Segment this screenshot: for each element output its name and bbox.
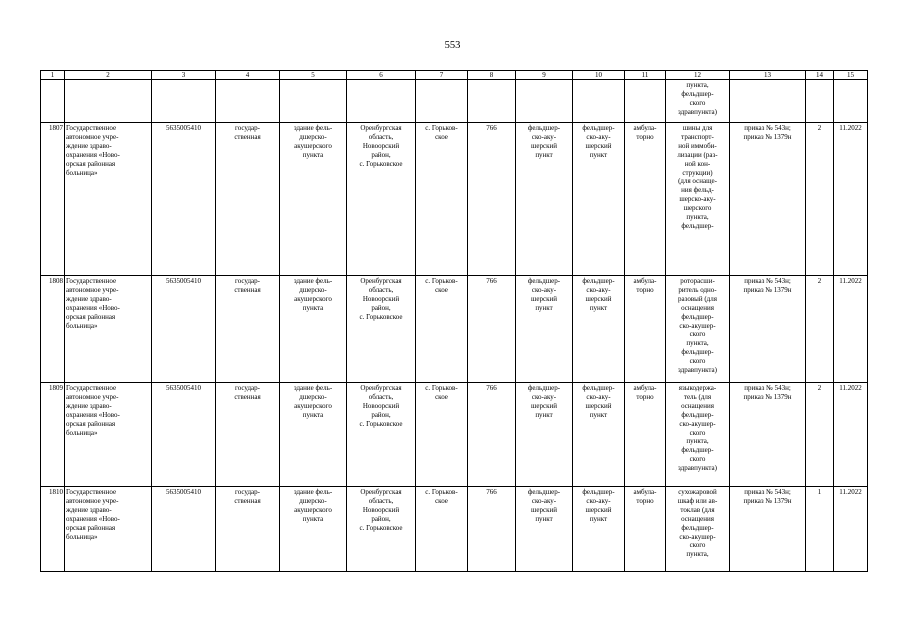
- column-number: 2: [65, 71, 152, 80]
- table-row: [41, 487, 868, 572]
- ownership-cell: государ- ственная: [216, 276, 280, 383]
- column-number: 1: [41, 71, 65, 80]
- equipment-cell: языкодержа- тель (для оснащения фельдшер- ско-акушер- ского пункта, фельдшер- ского здравпункта): [666, 383, 730, 487]
- organization-cell: Государственное автономное учре- ждение здраво- охранения «Ново- орская районная больница»: [65, 383, 152, 487]
- column-number: 8: [468, 71, 516, 80]
- column-number: 9: [516, 71, 573, 80]
- department-cell: фельдшер- ско-аку- шерский пункт: [573, 487, 625, 572]
- settlement-cell: с. Горьков- ское: [416, 123, 468, 276]
- organization-cell: Государственное автономное учре- ждение здраво- охранения «Ново- орская районная больница»: [65, 487, 152, 572]
- care-type-cell: амбула- торно: [625, 276, 666, 383]
- column-number: 3: [152, 71, 216, 80]
- ownership-cell: государ- ственная: [216, 123, 280, 276]
- inn-cell: 5635005410: [152, 123, 216, 276]
- order-cell: приказ № 543н; приказ № 1379н: [730, 383, 806, 487]
- inn-cell: 5635005410: [152, 487, 216, 572]
- column-number: 5: [280, 71, 347, 80]
- ownership-cell: государ- ственная: [216, 383, 280, 487]
- code-cell: 766: [468, 123, 516, 276]
- inn-cell: 5635005410: [152, 383, 216, 487]
- quantity-cell: 2: [806, 276, 834, 383]
- table-row: [41, 383, 868, 487]
- department-cell: фельдшер- ско-аку- шерский пункт: [573, 123, 625, 276]
- table-row: [41, 123, 868, 276]
- equipment-cell: роторасши- ритель одно- разовый (для оснащения фельдшер- ско-акушер- ского пункта, фельдшер- ского здравпункта): [666, 276, 730, 383]
- care-type-cell: амбула- торно: [625, 123, 666, 276]
- table-row: [41, 276, 868, 383]
- order-cell: приказ № 543н; приказ № 1379н: [730, 276, 806, 383]
- equipment-cell: шины для транспорт- ной иммоби- лизации (раз- ной кон- струкции) (для оснаще- ния фельд- шерско-аку- шерского пункта, фельдшер-: [666, 123, 730, 276]
- column-number: 13: [730, 71, 806, 80]
- column-number: 12: [666, 71, 730, 80]
- settlement-cell: с. Горьков- ское: [416, 383, 468, 487]
- unit-cell: фельдшер- ско-аку- шерский пункт: [516, 383, 573, 487]
- row-number: 1808: [41, 276, 65, 383]
- date-cell: 11.2022: [834, 276, 868, 383]
- unit-cell: фельдшер- ско-аку- шерский пункт: [516, 487, 573, 572]
- care-type-cell: амбула- торно: [625, 487, 666, 572]
- code-cell: 766: [468, 487, 516, 572]
- address-cell: Оренбургская область, Новоорский район, с. Горьковское: [347, 123, 416, 276]
- department-cell: фельдшер- ско-аку- шерский пункт: [573, 276, 625, 383]
- column-number: 10: [573, 71, 625, 80]
- unit-cell: фельдшер- ско-аку- шерский пункт: [516, 123, 573, 276]
- order-cell: приказ № 543н; приказ № 1379н: [730, 487, 806, 572]
- quantity-cell: 2: [806, 123, 834, 276]
- column-number: 4: [216, 71, 280, 80]
- quantity-cell: 1: [806, 487, 834, 572]
- equipment-cell: пункта, фельдшер- ского здравпункта): [666, 80, 730, 123]
- settlement-cell: с. Горьков- ское: [416, 276, 468, 383]
- organization-cell: Государственное автономное учре- ждение здраво- охранения «Ново- орская районная больница»: [65, 123, 152, 276]
- column-number: 15: [834, 71, 868, 80]
- page-number: 553: [444, 40, 461, 51]
- building-cell: здание фель- дшерско- акушерского пункта: [280, 123, 347, 276]
- department-cell: фельдшер- ско-аку- шерский пункт: [573, 383, 625, 487]
- date-cell: 11.2022: [834, 123, 868, 276]
- inn-cell: 5635005410: [152, 276, 216, 383]
- building-cell: здание фель- дшерско- акушерского пункта: [280, 487, 347, 572]
- equipment-cell: сухожаровой шкаф или ав- токлав (для оснащения фельдшер- ско-акушер- ского пункта,: [666, 487, 730, 572]
- registry-table: [40, 70, 868, 572]
- address-cell: Оренбургская область, Новоорский район, с. Горьковское: [347, 383, 416, 487]
- quantity-cell: 2: [806, 383, 834, 487]
- building-cell: здание фель- дшерско- акушерского пункта: [280, 383, 347, 487]
- column-number-row: [41, 71, 868, 80]
- row-number: 1807: [41, 123, 65, 276]
- care-type-cell: амбула- торно: [625, 383, 666, 487]
- settlement-cell: с. Горьков- ское: [416, 487, 468, 572]
- building-cell: здание фель- дшерско- акушерского пункта: [280, 276, 347, 383]
- column-number: 7: [416, 71, 468, 80]
- organization-cell: Государственное автономное учре- ждение здраво- охранения «Ново- орская районная больница»: [65, 276, 152, 383]
- row-number: 1809: [41, 383, 65, 487]
- date-cell: 11.2022: [834, 487, 868, 572]
- order-cell: приказ № 543н; приказ № 1379н: [730, 123, 806, 276]
- address-cell: Оренбургская область, Новоорский район, с. Горьковское: [347, 276, 416, 383]
- ownership-cell: государ- ственная: [216, 487, 280, 572]
- code-cell: 766: [468, 276, 516, 383]
- date-cell: 11.2022: [834, 383, 868, 487]
- row-number: 1810: [41, 487, 65, 572]
- unit-cell: фельдшер- ско-аку- шерский пункт: [516, 276, 573, 383]
- column-number: 6: [347, 71, 416, 80]
- column-number: 11: [625, 71, 666, 80]
- column-number: 14: [806, 71, 834, 80]
- continuation-row: [41, 80, 868, 123]
- address-cell: Оренбургская область, Новоорский район, с. Горьковское: [347, 487, 416, 572]
- code-cell: 766: [468, 383, 516, 487]
